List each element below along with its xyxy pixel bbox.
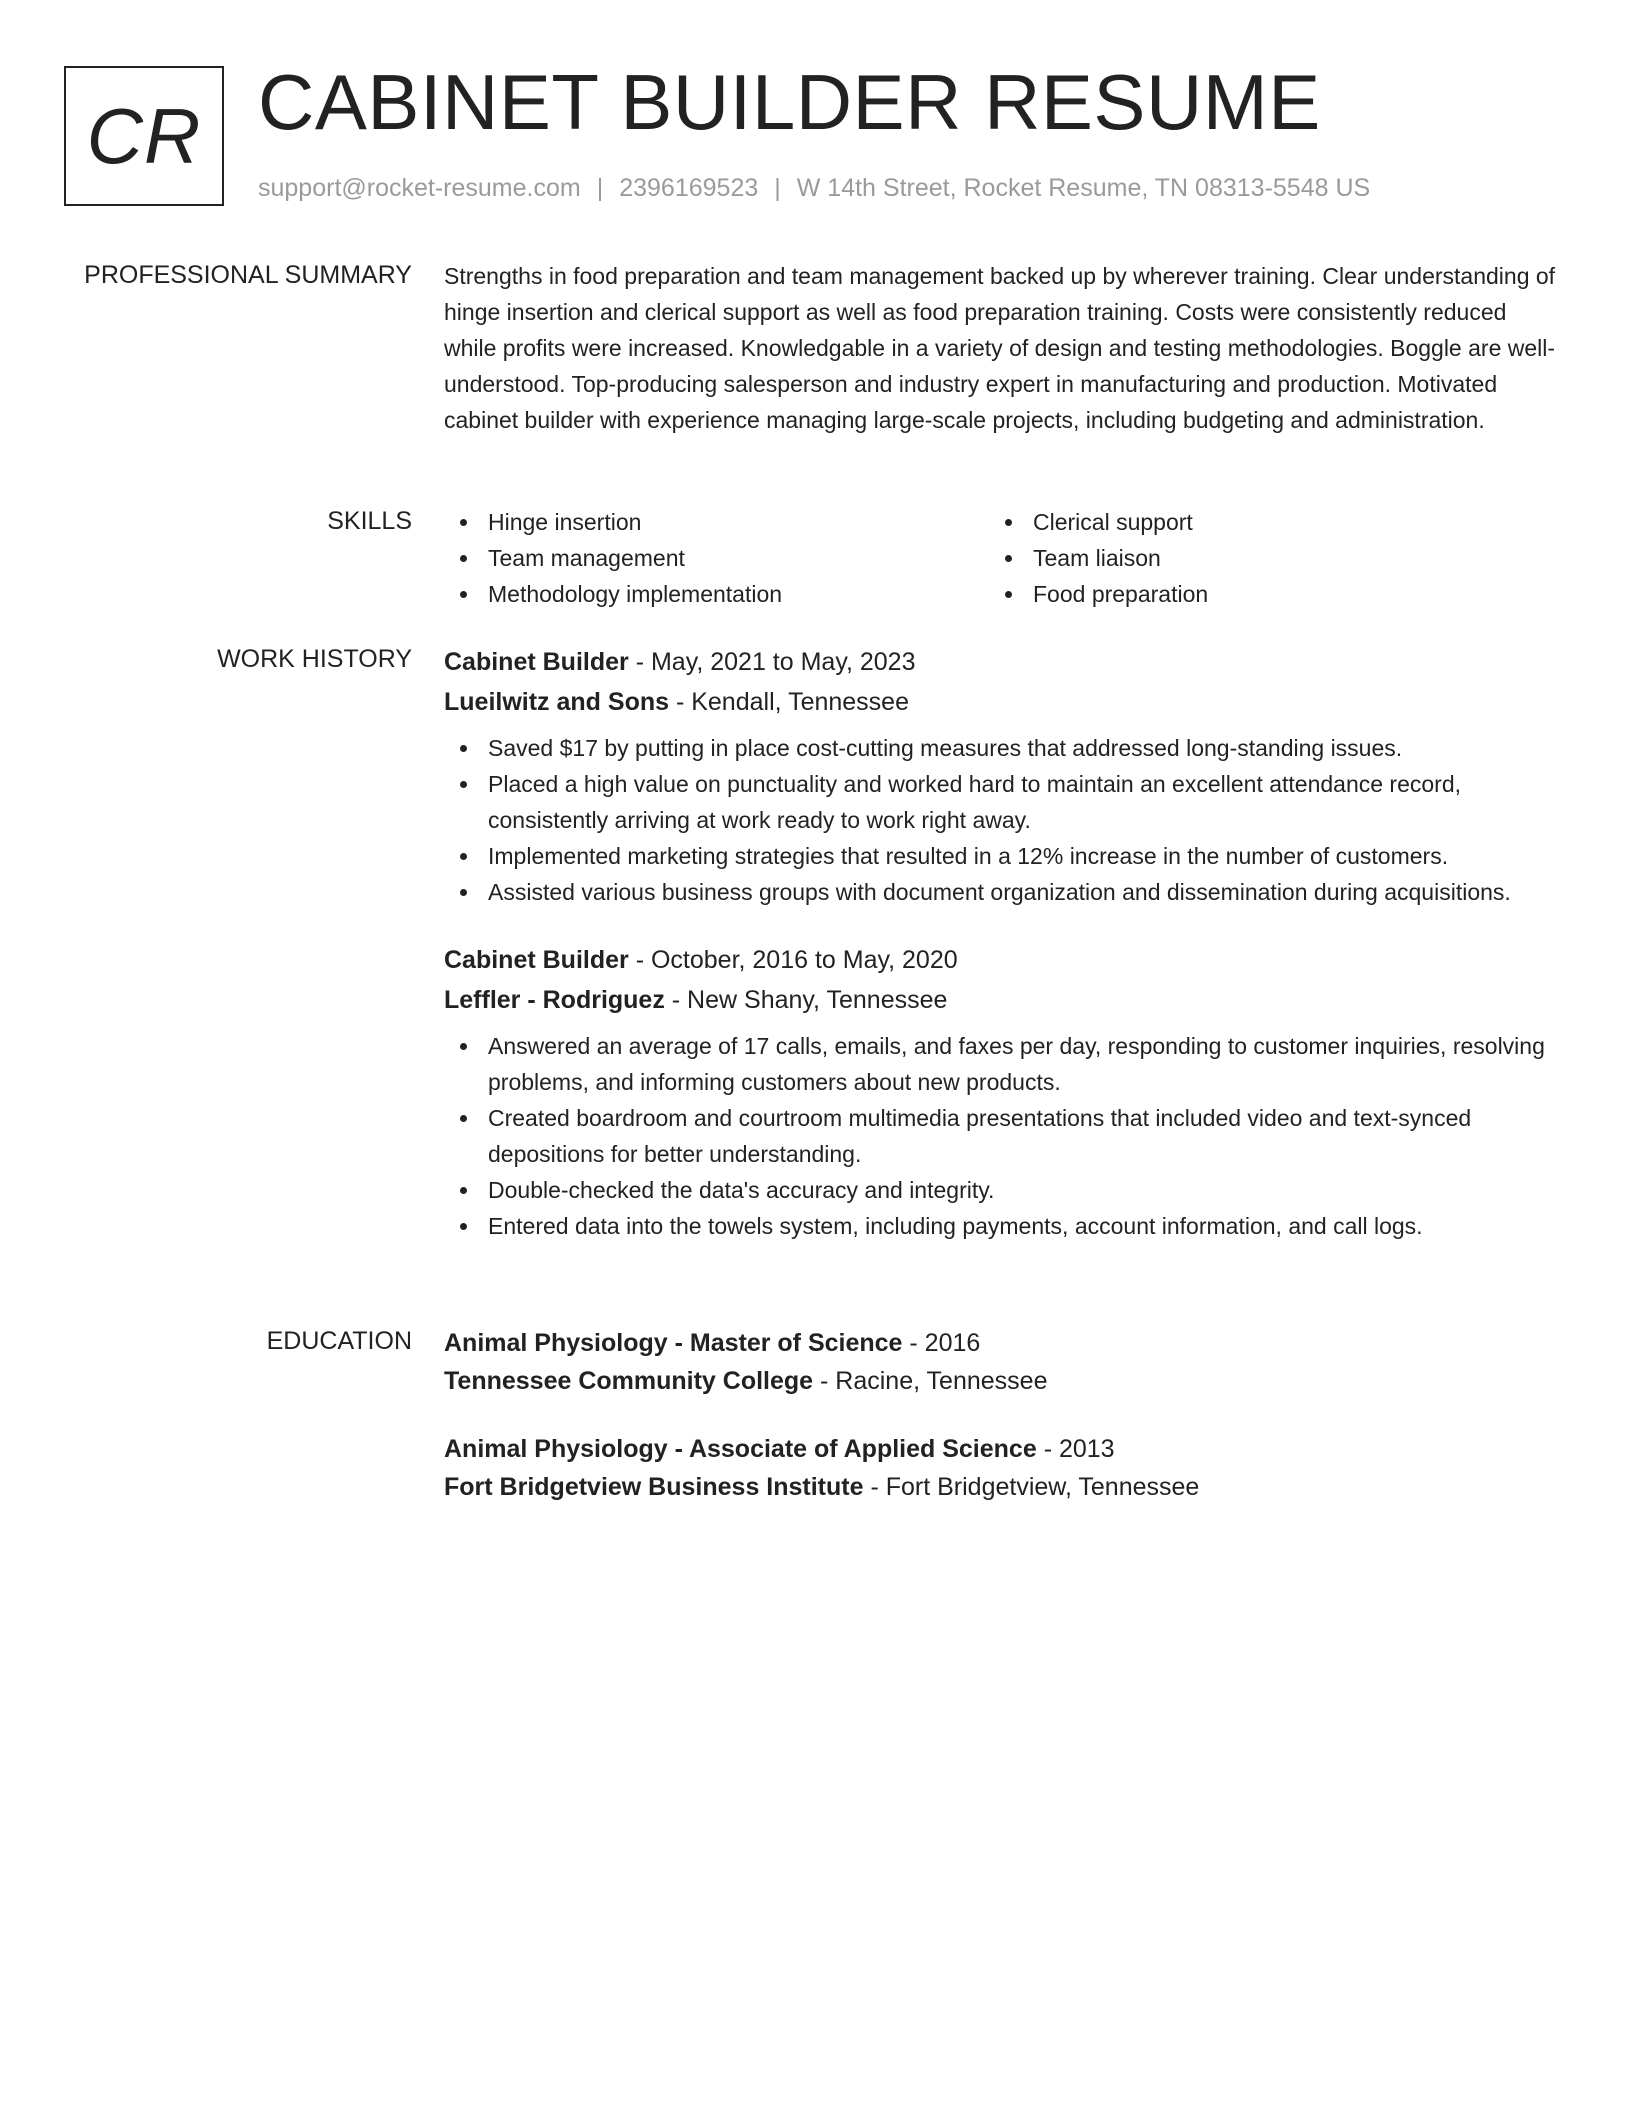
resume-title: CABINET BUILDER RESUME [258, 58, 1321, 146]
edu-year: - 2016 [902, 1329, 981, 1357]
job-bullet: Answered an average of 17 calls, emails, and faxes per day, responding to customer inquiries, resolving problems, and informing customers about new products. [444, 1028, 1564, 1100]
skills-list [444, 504, 1564, 612]
contact-address: W 14th Street, Rocket Resume, TN 08313-5548 US [796, 174, 1371, 202]
edu-degree-line [444, 1324, 1564, 1362]
job-company-line [444, 980, 1564, 1020]
contact-email[interactable]: support@rocket-resume.com [258, 174, 581, 202]
summary-text: Strengths in food preparation and team management backed up by wherever training. Clear understanding of hinge insertion and clerical support as well as food preparation training. Costs were consistently reduced while profits were increased. Knowledgable in a variety of design and testing methodologies. Boggle are well-understood. Top-producing salesperson and industry expert in manufacturing and production. Motivated cabinet builder with experience managing large-scale projects, including budgeting and administration. [444, 263, 1556, 433]
job-company: Leffler - Rodriguez [444, 986, 665, 1014]
job-title: Cabinet Builder [444, 946, 629, 974]
job-bullet: Entered data into the towels system, including payments, account information, and call logs. [444, 1208, 1564, 1244]
education-entry [444, 1324, 1564, 1400]
job-title-line [444, 642, 1564, 682]
monogram-initials: CR [86, 91, 202, 180]
contact-separator: | [774, 174, 781, 202]
edu-school: Fort Bridgetview Business Institute [444, 1473, 864, 1501]
edu-school-line [444, 1362, 1564, 1400]
job-bullet: Placed a high value on punctuality and worked hard to maintain an excellent attendance record, consistently arriving at work ready to work right away. [444, 766, 1564, 838]
work-history-body [444, 642, 1564, 1274]
summary-body [444, 258, 1564, 438]
skill-item: Team liaison [989, 540, 1534, 576]
summary-heading: PROFESSIONAL SUMMARY [84, 261, 412, 289]
skills-heading: SKILLS [327, 507, 412, 535]
monogram-box [64, 66, 224, 206]
edu-school: Tennessee Community College [444, 1367, 814, 1395]
education-entry [444, 1430, 1564, 1506]
education-body [444, 1324, 1564, 1536]
skill-item: Methodology implementation [444, 576, 989, 612]
job-location: - New Shany, Tennessee [664, 986, 948, 1014]
skill-item: Clerical support [989, 504, 1534, 540]
job-title: Cabinet Builder [444, 648, 629, 676]
job-bullet: Assisted various business groups with document organization and dissemination during acquisitions. [444, 874, 1564, 910]
job-bullet-list [444, 730, 1564, 910]
skill-item: Food preparation [989, 576, 1534, 612]
job-bullet: Double-checked the data's accuracy and integrity. [444, 1172, 1564, 1208]
skill-item: Hinge insertion [444, 504, 989, 540]
job-location: - Kendall, Tennessee [669, 688, 909, 716]
job-company-line [444, 682, 1564, 722]
job-dates: - May, 2021 to May, 2023 [628, 648, 916, 676]
job-bullet: Saved $17 by putting in place cost-cutting measures that addressed long-standing issues. [444, 730, 1564, 766]
edu-location: - Racine, Tennessee [813, 1367, 1048, 1395]
contact-separator: | [596, 174, 604, 202]
edu-location: - Fort Bridgetview, Tennessee [863, 1473, 1200, 1501]
job-bullet: Created boardroom and courtroom multimedia presentations that included video and text-synced depositions for better understanding. [444, 1100, 1564, 1172]
education-heading: EDUCATION [266, 1327, 412, 1355]
work-history-heading: WORK HISTORY [217, 645, 412, 673]
job-title-line [444, 940, 1564, 980]
edu-year: - 2013 [1036, 1435, 1115, 1463]
job-entry [444, 940, 1564, 1244]
contact-line [258, 174, 1370, 203]
job-dates: - October, 2016 to May, 2020 [628, 946, 958, 974]
edu-degree: Animal Physiology - Master of Science [444, 1329, 903, 1357]
job-entry [444, 642, 1564, 910]
job-company: Lueilwitz and Sons [444, 688, 670, 716]
skill-item: Team management [444, 540, 989, 576]
contact-phone[interactable]: 2396169523 [619, 174, 759, 202]
job-bullet: Implemented marketing strategies that resulted in a 12% increase in the number of customers. [444, 838, 1564, 874]
skills-body [444, 504, 1564, 612]
edu-degree-line [444, 1430, 1564, 1468]
edu-school-line [444, 1468, 1564, 1506]
edu-degree: Animal Physiology - Associate of Applied Science [444, 1435, 1037, 1463]
job-bullet-list [444, 1028, 1564, 1244]
